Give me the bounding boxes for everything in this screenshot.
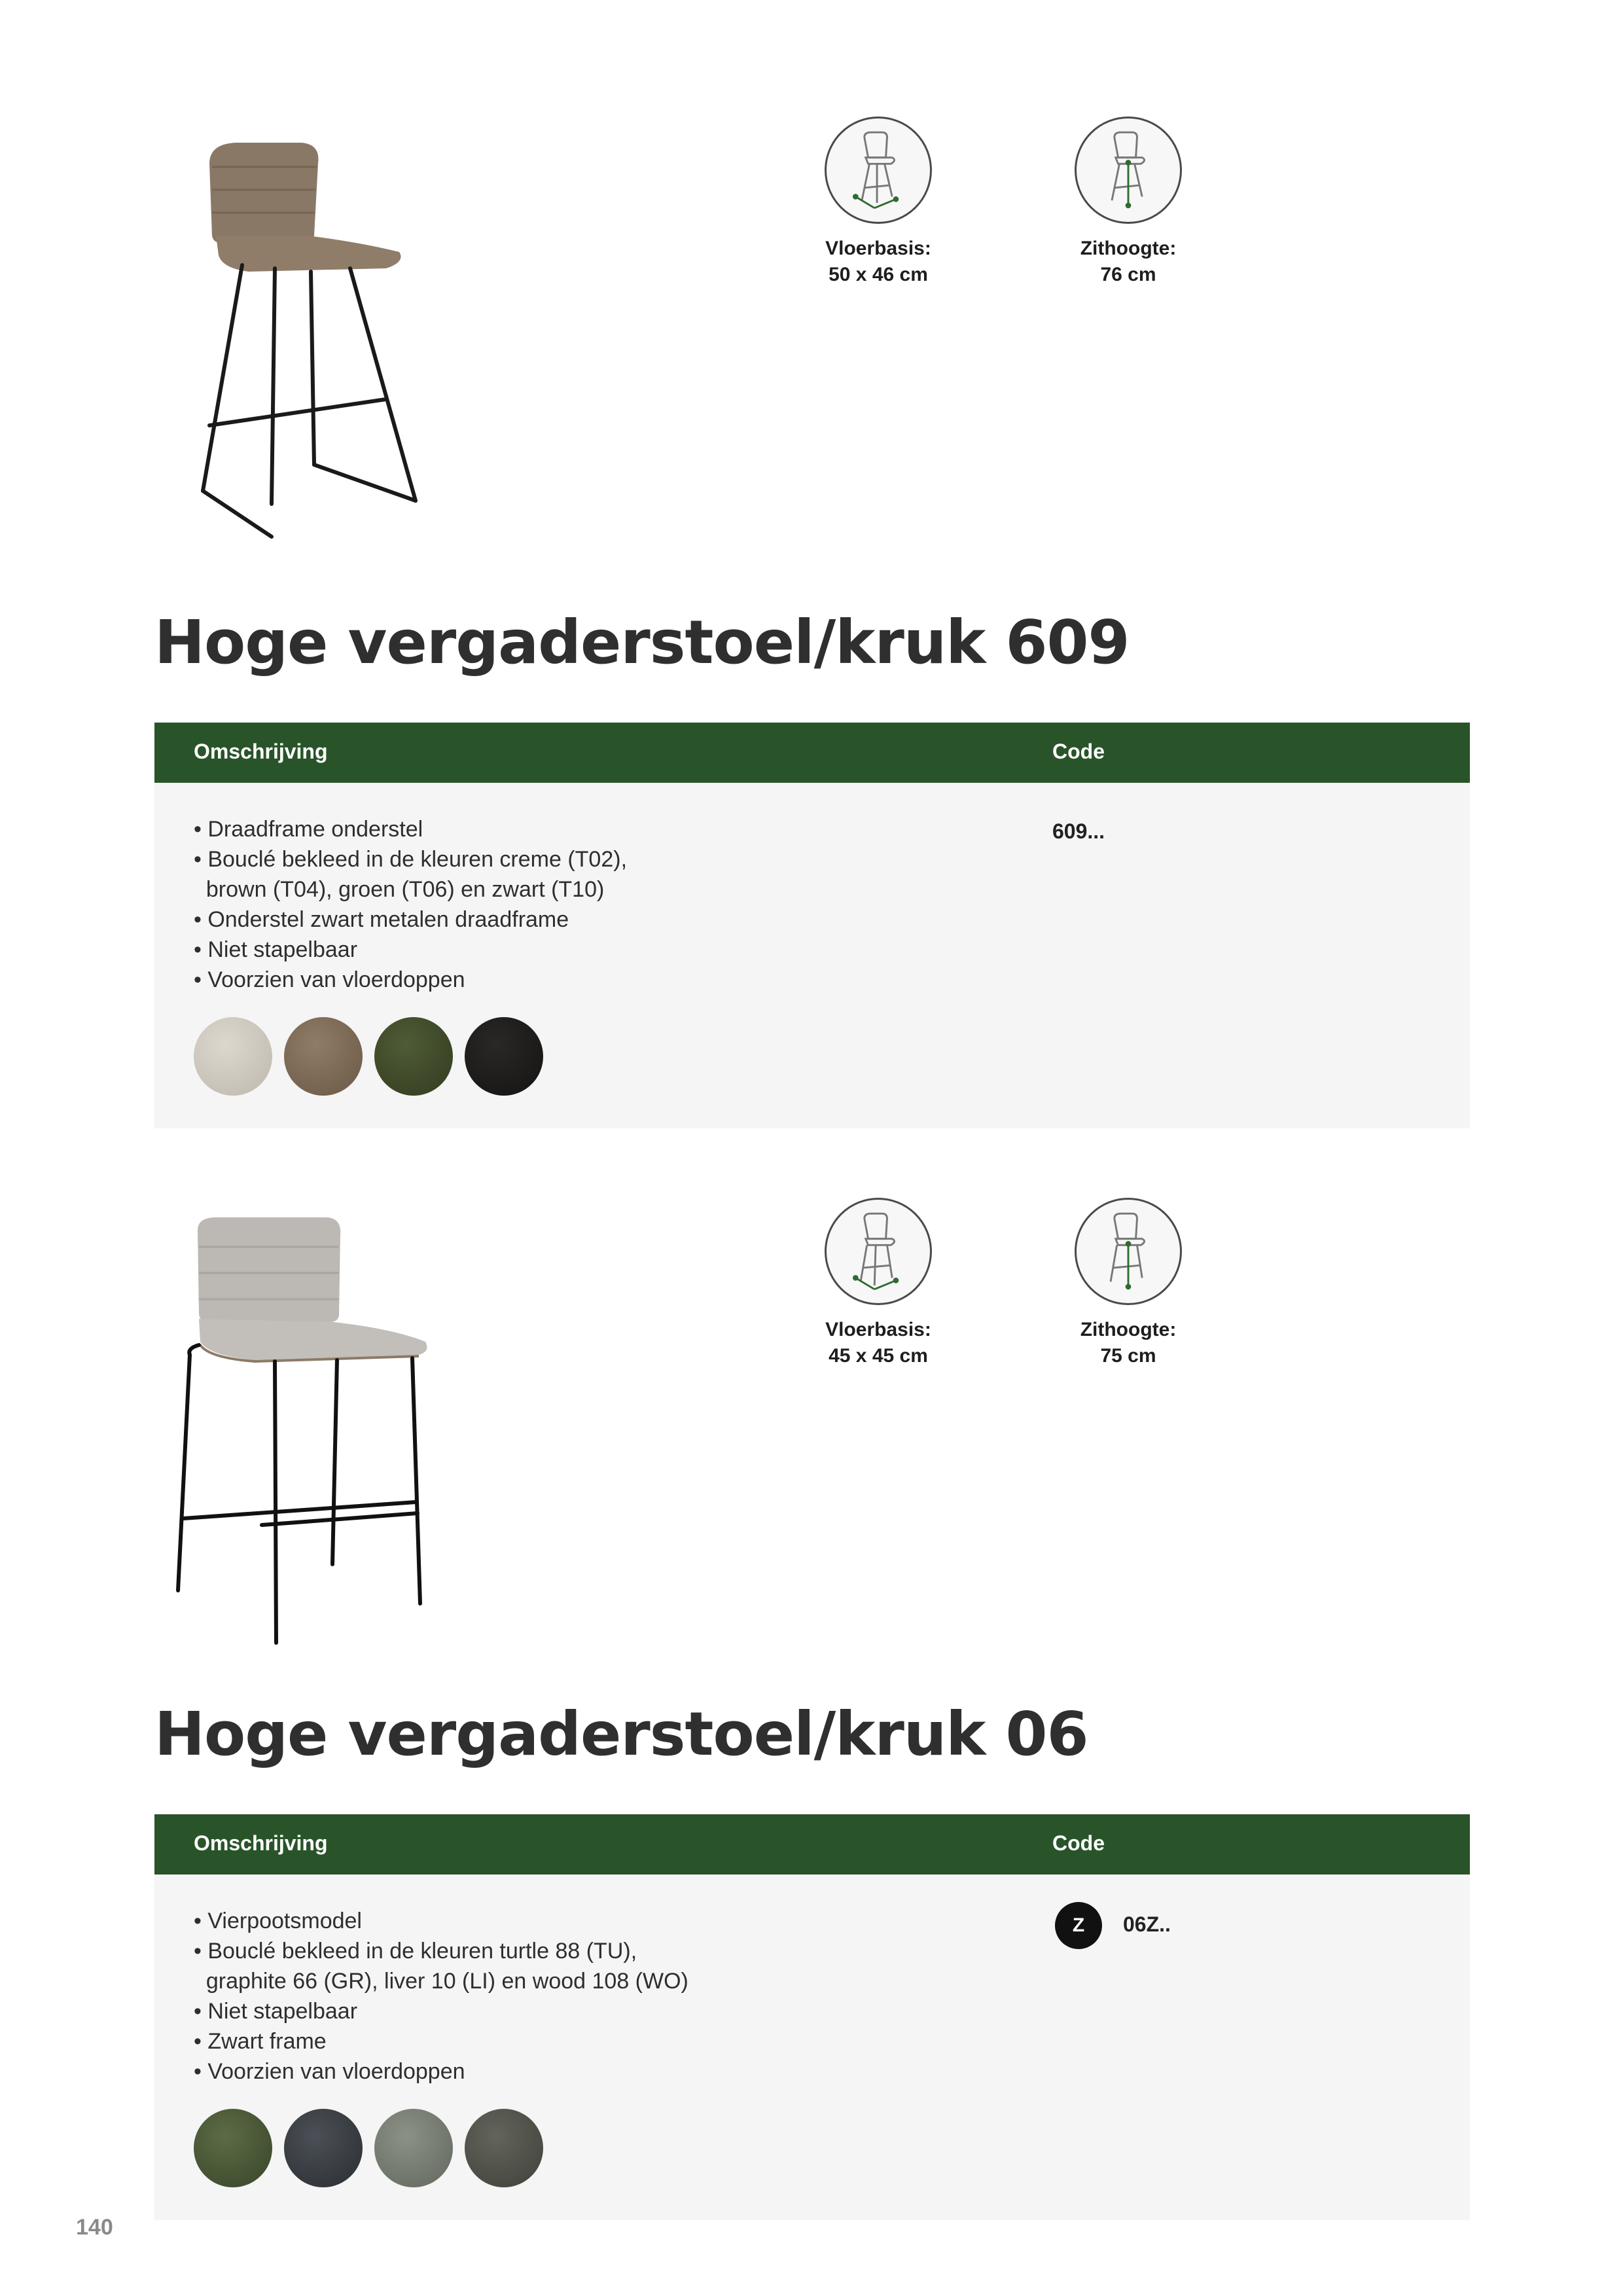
color-swatches — [194, 2109, 543, 2187]
list-item: • Niet stapelbaar — [194, 937, 358, 962]
spec-title: Vloerbasis: — [825, 238, 931, 259]
list-item: graphite 66 (GR), liver 10 (LI) en wood 108 (WO) — [194, 1969, 688, 1994]
swatch-creme — [194, 1017, 272, 1096]
spec-title: Zithoogte: — [1080, 1319, 1177, 1340]
list-item: • Vierpootsmodel — [194, 1909, 362, 1933]
header-description: Omschrijving — [194, 1831, 328, 1855]
spec-label — [1030, 236, 1226, 288]
spec-title: Vloerbasis: — [825, 1319, 931, 1340]
list-item: brown (T04), groen (T06) en zwart (T10) — [194, 877, 605, 902]
page-title: Hoge vergaderstoel/kruk 06 — [154, 1699, 1088, 1769]
spec-label — [780, 236, 976, 288]
description-list — [194, 814, 979, 995]
list-item: • Voorzien van vloerdoppen — [194, 2059, 465, 2084]
page-number: 140 — [76, 2215, 113, 2240]
spec-floor-base-06 — [780, 1198, 976, 1369]
product-image-06 — [170, 1211, 438, 1656]
swatch-zwart — [465, 1017, 543, 1096]
list-item: • Bouclé bekleed in de kleuren creme (T02), — [194, 847, 628, 872]
model-badge: Z — [1055, 1902, 1102, 1949]
list-item: • Voorzien van vloerdoppen — [194, 967, 465, 992]
list-item: • Draadframe onderstel — [194, 817, 423, 842]
spec-label — [1030, 1317, 1226, 1369]
table-header — [154, 1814, 1470, 1874]
color-swatches — [194, 1017, 543, 1096]
table-header — [154, 723, 1470, 783]
seat-height-icon — [1075, 1198, 1182, 1305]
header-description: Omschrijving — [194, 740, 328, 763]
list-item: • Niet stapelbaar — [194, 1999, 358, 2024]
list-item: • Onderstel zwart metalen draadframe — [194, 907, 569, 932]
swatch-liver — [374, 2109, 453, 2187]
product-image-609 — [190, 137, 438, 556]
spec-value: 75 cm — [1100, 1345, 1156, 1367]
product-code: 609... — [1052, 819, 1105, 843]
product-code: 06Z.. — [1123, 1912, 1171, 1936]
list-item: • Zwart frame — [194, 2029, 327, 2054]
spec-title: Zithoogte: — [1080, 238, 1177, 259]
list-item: • Bouclé bekleed in de kleuren turtle 88 (TU), — [194, 1939, 637, 1964]
header-code: Code — [1052, 740, 1105, 763]
spec-floor-base-609 — [780, 117, 976, 288]
description-list — [194, 1906, 979, 2087]
spec-value: 50 x 46 cm — [829, 264, 928, 285]
swatch-graphite — [284, 2109, 363, 2187]
spec-value: 76 cm — [1100, 264, 1156, 285]
spec-seat-height-06 — [1030, 1198, 1226, 1369]
spec-label — [780, 1317, 976, 1369]
spec-value: 45 x 45 cm — [829, 1345, 928, 1367]
table-body — [154, 1874, 1470, 2220]
swatch-turtle — [194, 2109, 272, 2187]
header-code: Code — [1052, 1831, 1105, 1855]
page-title: Hoge vergaderstoel/kruk 609 — [154, 607, 1130, 677]
swatch-brown — [284, 1017, 363, 1096]
swatch-groen — [374, 1017, 453, 1096]
spec-seat-height-609 — [1030, 117, 1226, 288]
floor-base-icon — [825, 1198, 932, 1305]
swatch-wood — [465, 2109, 543, 2187]
floor-base-icon — [825, 117, 932, 224]
table-body — [154, 783, 1470, 1128]
seat-height-icon — [1075, 117, 1182, 224]
